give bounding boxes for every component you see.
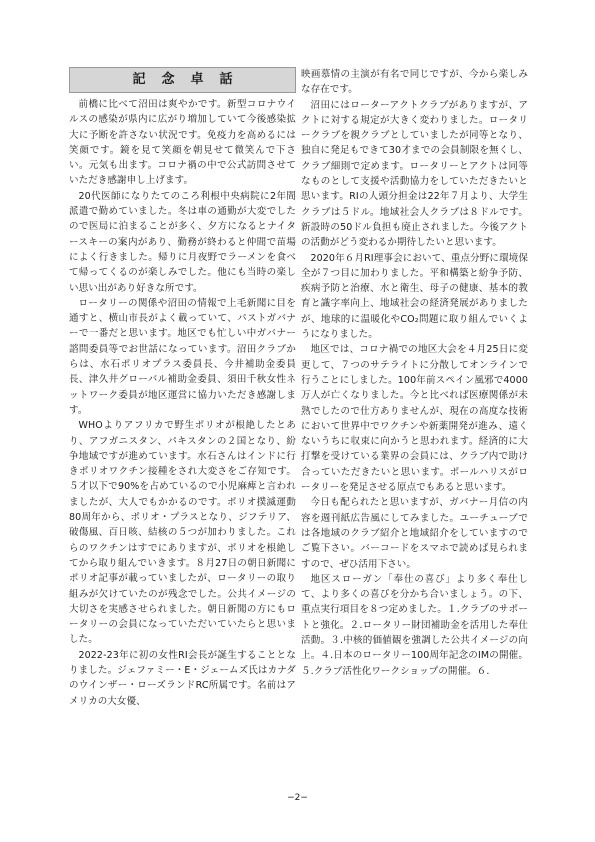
paragraph: 20代医師になりたてのころ利根中央病院に2年間派遣で勤めていました。冬は車の通勤が大変でしたので医局に泊まることが多く、夕方になるとナイタースキーの案内があり、勤務が終わると仲間で苗場によく行きました。帰りに月夜野でラーメンを食べて帰ってくるのが楽しみでした。他にも当時の楽しい思い出があり好きな所です。	[69, 190, 296, 294]
paragraph: 沼田にはローターアクトクラブがありますが、アクトに対する規定が大きく変わりました。ロータリークラブを親クラブとしていましたが同等となり、独自に発足もできて30才までの会員制限を無くし、クラブ細則で定めます。ロータリーとアクトは同等なものとして支援や活動協力をしていただきたいと思います。RIの人頭分担金は22年７月より、大学生クラブは５ドル。地域社会人クラブは８ドルです。新設時の50ドル負担も廃止されました。今後アクトの活動がどう変わるか期待したいと思います。	[301, 99, 528, 249]
paragraph: 今日も配られたと思いますが、ガバナー月信の内容を週刊紙広告風にしてみました。ユーチューブでは各地域のクラブ紹介と地域紹介をしていますのでご覧下さい。バーコードをスマホで読めば見られますので、ぜひ活用下さい。	[301, 497, 528, 570]
paragraph: 前橋に比べて沼田は爽やかです。新型コロナウイルスの感染が県内に広がり増加していて今後感染拡大に予断を許さない状況です。免疫力を高めるには笑顔です。鏡を見て笑顔を朝見せて微笑んで下さい。元気も出ます。コロナ禍の中で公式訪問させていただき感謝申し上げます。	[69, 99, 296, 187]
right-column	[301, 67, 528, 679]
paragraph: 地区スローガン「奉仕の喜び」より多く奉仕して、より多くの喜びを分かち合いましょう。の下、重点実行項目を８つ定めました。１.クラブのサポートと強化。２.ロータリー財団補助金を活用した奉仕活動。３.中核的価値観を強調した公共イメージの向上。４.日本のロータリー100周年記念のIMの開催。５.クラブ活性化ワークショップの開催。６.	[301, 573, 528, 677]
paragraph: WHOよりアフリカで野生ポリオが根絶したとあり、アフガニスタン、パキスタンの２国となり、紛争地域ですが進めています。水石さんはインドに行きポリオワクチン接種をされ大変さをご存知です。５才以下で90%を占めているので小児麻痺と言われましたが、大人でもかかるのです。ポリオ撲滅運動80周年から、ポリオ・プラスとなり、ジフテリア、破傷風、百日咳、結核の５つが加わりました。これらのワクチンはすでにありますが、ポリオを根絶してから取り組んでいきます。８月27日の朝日新聞にポリオ記事が載っていましたが、ロータリーの取り組みが欠けていたのが残念でした。公共イメージの大切さを実感させられました。朝日新聞の方にもロータリーの会員になっていただいていたらと思いました。	[69, 420, 296, 646]
section-title: 記念卓話	[132, 72, 249, 88]
paragraph: 地区では、コロナ禍での地区大会を４月25日に変更して、７つのサテライトに分散してオンラインで行うことにしました。100年前スペイン風邪で4000万人が亡くなりました。今と比べれば医療関係が未熟でしたので仕方ありませんが、現在の高度な技術において世界中でワクチンや新薬開発が進み、遠くないうちに収束に向かうと思われます。経済的に大打撃を受けている業界の会員には、クラブ内で助け合っていただきたいと思います。ポールハリスがロータリーを発足させる原点でもあると思います。	[301, 344, 528, 494]
page-number: −2−	[287, 793, 308, 803]
left-column	[69, 67, 296, 709]
paragraph: 2020年６月RI理事会において、重点分野に環境保全が７つ目に加わりました。平和構築と紛争予防、疾病予防と治療、水と衛生、母子の健康、基本的教育と識字率向上、地域社会の経済発展がありましたが、地球的に温暖化やCO₂問題に取り組んでいくようになりました。	[301, 252, 528, 341]
section-title-box	[69, 67, 296, 93]
paragraph: 2022-23年に初の女性RI会長が誕生することとなりました。ジェファミー・E・ジェームズ氏はカナダのウインザー・ローズランドRC所属です。名前はアメリカの大女優、	[69, 649, 296, 707]
paragraph: ロータリーの関係や沼田の情報で上毛新聞に目を通すと、横山市長がよく載っていて、パストガバナーで一番だと思います。地区でも忙しい中ガバナー諮問委員等でお世話になっています。沼田クラブからは、水石ポリオプラス委員長、今井補助金委員長、津久井グローバル補助金委員、須田千秋女性ネットワーク委員が地区運営に協力いただき感謝します。	[69, 297, 296, 416]
paragraph-continued: 映画慕情の主演が有名で同じですが、今から楽しみな存在です。	[301, 69, 528, 96]
